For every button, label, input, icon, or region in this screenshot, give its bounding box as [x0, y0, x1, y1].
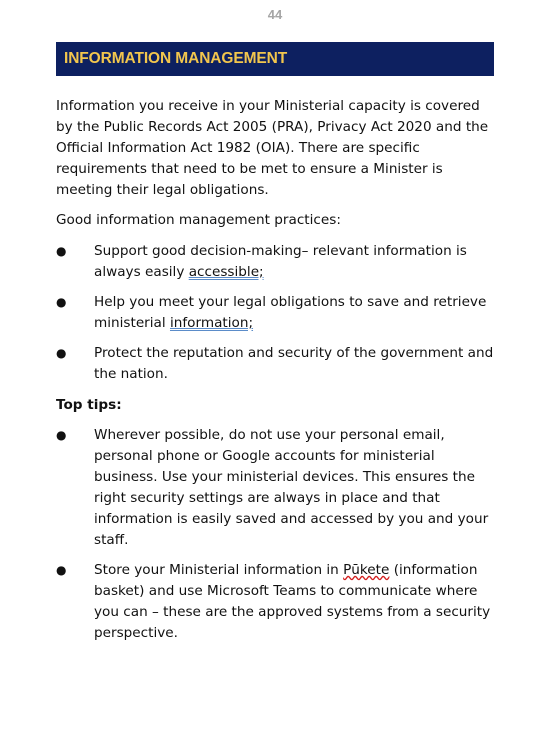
- intro-paragraph: Information you receive in your Ministerial capacity is covered by the Public Records Act 2005 (PRA), Privacy Act 2020 and the Official Information Act 1982 (OIA). There are specific requirements that need to be met to ensure a Minister is meeting their legal obligations.: [56, 98, 489, 198]
- section-title: INFORMATION MANAGEMENT: [64, 50, 288, 67]
- page-number: 44: [267, 7, 283, 22]
- practices-list: [56, 241, 496, 385]
- list-item: [56, 560, 496, 644]
- list-item: [56, 425, 496, 551]
- bullet-icon: ●: [56, 244, 67, 258]
- list-item-body: Help you meet your legal obligations to save and retrieve ministerial: [94, 294, 487, 331]
- list-item: [56, 292, 496, 334]
- list-item: [56, 241, 496, 283]
- grammar-flagged-word[interactable]: accessible;: [188, 264, 264, 280]
- list-item-body: (information basket) and use Microsoft Teams to communicate where you can – these are the approved systems from a security perspective.: [94, 562, 491, 641]
- tips-list: [56, 425, 496, 644]
- list-item-text: [94, 292, 496, 334]
- grammar-flagged-word[interactable]: information;: [169, 315, 254, 331]
- list-item-body: Store your Ministerial information in: [94, 562, 344, 578]
- spelling-flagged-word[interactable]: Pūkete: [343, 562, 390, 578]
- list-item-text: [94, 241, 496, 283]
- bullet-icon: ●: [56, 428, 67, 442]
- section-banner: [56, 42, 494, 76]
- bullet-icon: ●: [56, 295, 67, 309]
- practices-lead: Good information management practices:: [56, 212, 341, 228]
- document-body: [56, 96, 496, 654]
- bullet-icon: ●: [56, 346, 67, 360]
- list-item-body: Support good decision-making– relevant information is always easily: [94, 243, 467, 280]
- list-item: [56, 343, 496, 385]
- list-item-text: Protect the reputation and security of the government and the nation.: [94, 345, 494, 382]
- top-tips-heading: Top tips:: [56, 397, 122, 413]
- list-item-text: Wherever possible, do not use your personal email, personal phone or Google accounts for ministerial business. Use your ministerial devices. This ensures the right security settings are always in place and that information is easily saved and accessed by you and your staff.: [94, 427, 489, 548]
- list-item-text: [94, 560, 496, 644]
- bullet-icon: ●: [56, 563, 67, 577]
